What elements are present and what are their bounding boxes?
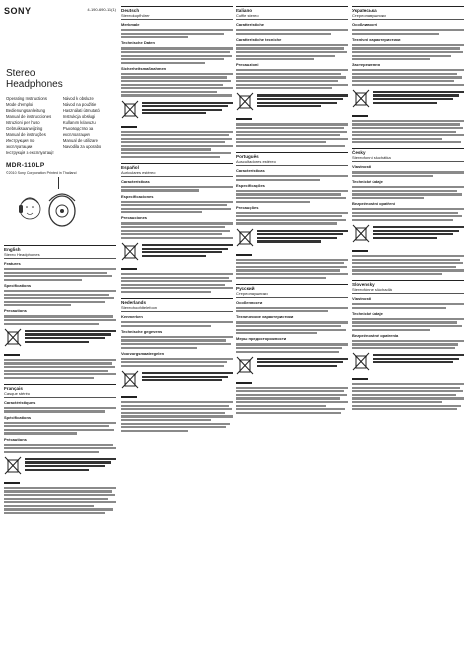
text-block	[236, 343, 348, 352]
disposal-text	[257, 94, 348, 107]
section-heading: Стереонаушники	[236, 291, 348, 298]
column-1	[4, 6, 116, 654]
language-item: Návod na použitie	[62, 102, 97, 107]
crossed-bin-icon	[4, 328, 22, 356]
text-block	[121, 336, 233, 349]
subheading: Caratteristiche tecniche	[236, 36, 282, 42]
disposal-notice	[236, 356, 348, 384]
subheading: Spécifications	[4, 414, 32, 420]
subheading: Precauções	[236, 204, 259, 210]
disposal-text	[142, 102, 233, 115]
language-item: Kullanım kılavuzu	[62, 120, 96, 125]
language-item: Instrukcja obsługi	[62, 114, 96, 119]
text-block	[121, 186, 233, 192]
text-block	[352, 186, 464, 199]
crossed-bin-icon	[4, 456, 22, 484]
language-item: Bedienungsanleitung	[6, 108, 46, 113]
crossed-bin-icon	[352, 352, 370, 380]
language-item: Navodila za uporabo	[62, 144, 102, 149]
section-heading: Casque stéréo	[4, 391, 116, 398]
text-block	[236, 123, 348, 147]
text-block	[352, 44, 464, 61]
section-language: Česky	[352, 150, 366, 156]
section-rule	[352, 280, 464, 281]
language-item: Ръководство за експлоатация	[62, 126, 94, 137]
disposal-text	[25, 458, 116, 471]
crossed-bin-icon	[121, 242, 139, 270]
headphone-illustration	[16, 191, 116, 240]
text-block	[236, 307, 348, 313]
subheading: Застереження	[352, 62, 380, 68]
subheading: Precauzioni	[236, 62, 259, 68]
column-2	[121, 6, 233, 654]
text-block	[121, 358, 233, 367]
language-item: Інструкція з експлуатації	[6, 150, 54, 155]
subheading: Merkmale	[121, 22, 140, 27]
text-block	[236, 69, 348, 89]
language-list-left	[6, 96, 57, 156]
section-language: Italiano	[236, 8, 253, 13]
section-rule	[121, 298, 233, 299]
subheading: Características	[121, 178, 150, 184]
text-block	[121, 401, 233, 432]
text-block	[121, 321, 233, 327]
section-rule	[236, 284, 348, 285]
text-block	[352, 340, 464, 349]
subheading: Vlastnosti	[352, 296, 372, 302]
section-heading: Cuffie stereo	[236, 13, 348, 20]
text-block	[236, 44, 348, 61]
subheading: Technische gegevens	[121, 328, 163, 334]
language-list	[6, 96, 116, 156]
section-rule	[4, 384, 116, 385]
section-rule	[236, 152, 348, 153]
subheading: Технічні характеристики	[352, 36, 401, 42]
disposal-notice	[121, 100, 233, 128]
text-block	[352, 69, 464, 86]
text-block	[121, 131, 233, 158]
crossed-bin-icon	[236, 92, 254, 120]
section-language: Slovensky	[352, 282, 375, 288]
text-block	[4, 487, 116, 514]
disposal-notice	[352, 224, 464, 252]
subheading: Особливості	[352, 22, 378, 27]
copyright: ©2010 Sony Corporation Printed in Thailand	[6, 171, 77, 175]
disposal-text	[373, 354, 464, 363]
subheading: Особенности	[236, 299, 263, 305]
section-rule	[4, 245, 116, 246]
disposal-notice	[4, 328, 116, 356]
text-block	[4, 290, 116, 307]
language-item: Manual de utilizare	[62, 138, 98, 143]
text-block	[121, 47, 233, 64]
text-block	[352, 29, 464, 35]
sony-logo: SONY	[4, 6, 32, 16]
subheading: Précautions	[4, 436, 27, 442]
section-language: English	[4, 247, 21, 252]
language-item: Manual de instruções	[6, 132, 46, 137]
text-block	[352, 255, 464, 275]
disposal-text	[257, 358, 348, 367]
subheading: Precautions	[4, 308, 27, 314]
subheading: Технические характеристики	[236, 314, 294, 320]
disposal-notice	[352, 352, 464, 380]
text-block	[236, 387, 348, 414]
language-item: Návod k obsluze	[62, 96, 94, 101]
section-heading: Stereohoofdtelefoon	[121, 305, 233, 312]
language-item: Istruzioni per l'uso	[6, 120, 40, 125]
text-block	[236, 190, 348, 203]
section-language: Русский	[236, 285, 255, 291]
column-4	[352, 6, 464, 654]
model-number: MDR-110LP	[6, 162, 45, 169]
text-block	[352, 303, 464, 309]
disposal-notice	[352, 89, 464, 117]
text-block	[352, 208, 464, 221]
disposal-text	[373, 91, 464, 104]
text-block	[352, 383, 464, 410]
section-language: Español	[121, 164, 139, 170]
section-heading: Auscultadores estéreo	[236, 159, 348, 166]
section-language: Deutsch	[121, 8, 140, 13]
crossed-bin-icon	[352, 89, 370, 117]
text-block	[4, 268, 116, 281]
disposal-notice	[121, 370, 233, 398]
subheading: Technische Daten	[121, 40, 155, 46]
crossed-bin-icon	[121, 370, 139, 398]
crossed-bin-icon	[121, 100, 139, 128]
subheading: Sicherheitsmaßnahmen	[121, 65, 167, 71]
text-block	[4, 444, 116, 453]
section-rule	[121, 6, 233, 7]
language-list-right	[63, 96, 116, 156]
subheading: Specifications	[4, 282, 32, 288]
language-item: Használati útmutató	[62, 108, 100, 113]
crossed-bin-icon	[236, 356, 254, 384]
part-code: 4-190-690-11(1)	[87, 7, 116, 12]
crossed-bin-icon	[352, 224, 370, 252]
section-heading: Стереонавушники	[352, 13, 464, 20]
text-block	[121, 201, 233, 214]
column-3	[236, 6, 348, 654]
text-block	[4, 315, 116, 324]
subheading: Precauciones	[121, 215, 148, 221]
subheading: Características	[236, 168, 265, 173]
disposal-text	[257, 230, 348, 243]
subheading: Especificações	[236, 182, 265, 188]
subheading: Technické údaje	[352, 179, 383, 185]
section-rule	[121, 163, 233, 164]
section-language: Nederlands	[121, 300, 147, 305]
section-language: Português	[236, 154, 259, 159]
product-title	[6, 68, 116, 90]
disposal-notice	[236, 92, 348, 120]
text-block	[352, 318, 464, 331]
subheading: Technické údaje	[352, 310, 383, 316]
subheading: Kenmerken	[121, 314, 143, 319]
language-item: Operating Instructions	[6, 96, 47, 101]
text-block	[4, 422, 116, 435]
section-heading: Auriculares estéreo	[121, 170, 233, 177]
text-block	[121, 73, 233, 97]
subheading: Caractéristiques	[4, 399, 36, 405]
disposal-notice	[121, 242, 233, 270]
disposal-notice	[236, 228, 348, 256]
language-item: Mode d'emploi	[6, 102, 34, 107]
text-block	[236, 175, 348, 181]
subheading: Especificaciones	[121, 193, 154, 199]
section-heading: Stereofónne slúchadlá	[352, 287, 464, 294]
subheading: Caratteristiche	[236, 22, 265, 27]
disposal-text	[373, 226, 464, 239]
section-rule	[352, 148, 464, 149]
wearing-headphones-icon	[16, 191, 80, 235]
text-block	[236, 259, 348, 279]
crossed-bin-icon	[236, 228, 254, 256]
divider-line	[58, 177, 59, 189]
disposal-text	[142, 372, 233, 381]
title-line-1: Stereo	[6, 68, 36, 79]
section-language: Français	[4, 385, 23, 391]
text-block	[121, 222, 233, 239]
subheading: Меры предосторожности	[236, 336, 287, 342]
text-block	[121, 273, 233, 293]
section-heading: Stereo Headphones	[4, 252, 116, 259]
text-block	[4, 359, 116, 379]
section-language: Українська	[352, 8, 377, 13]
title-line-2: Headphones	[6, 79, 63, 90]
section-heading: Stereokopfhörer	[121, 13, 233, 20]
subheading: Vlastnosti	[352, 164, 372, 170]
text-block	[121, 29, 233, 38]
disposal-text	[25, 330, 116, 343]
section-heading: Stereofonní sluchátka	[352, 155, 464, 162]
text-block	[236, 212, 348, 225]
disposal-text	[142, 244, 233, 257]
language-item: Gebruiksaanwijzing	[6, 126, 43, 131]
text-block	[236, 29, 348, 35]
text-block	[352, 171, 464, 177]
section-rule	[236, 6, 348, 7]
subheading: Voorzorgsmaatregelen	[121, 350, 165, 356]
text-block	[4, 407, 116, 413]
subheading: Bezpečnostné opatrenia	[352, 332, 399, 338]
text-block	[352, 120, 464, 144]
subheading: Features	[4, 261, 21, 266]
language-item: Manual de instrucciones	[6, 114, 52, 119]
section-rule	[352, 6, 464, 7]
language-item: Инструкция по эксплуатации	[6, 138, 35, 149]
disposal-notice	[4, 456, 116, 484]
text-block	[236, 321, 348, 334]
subheading: Bezpečnostní opatření	[352, 201, 395, 207]
